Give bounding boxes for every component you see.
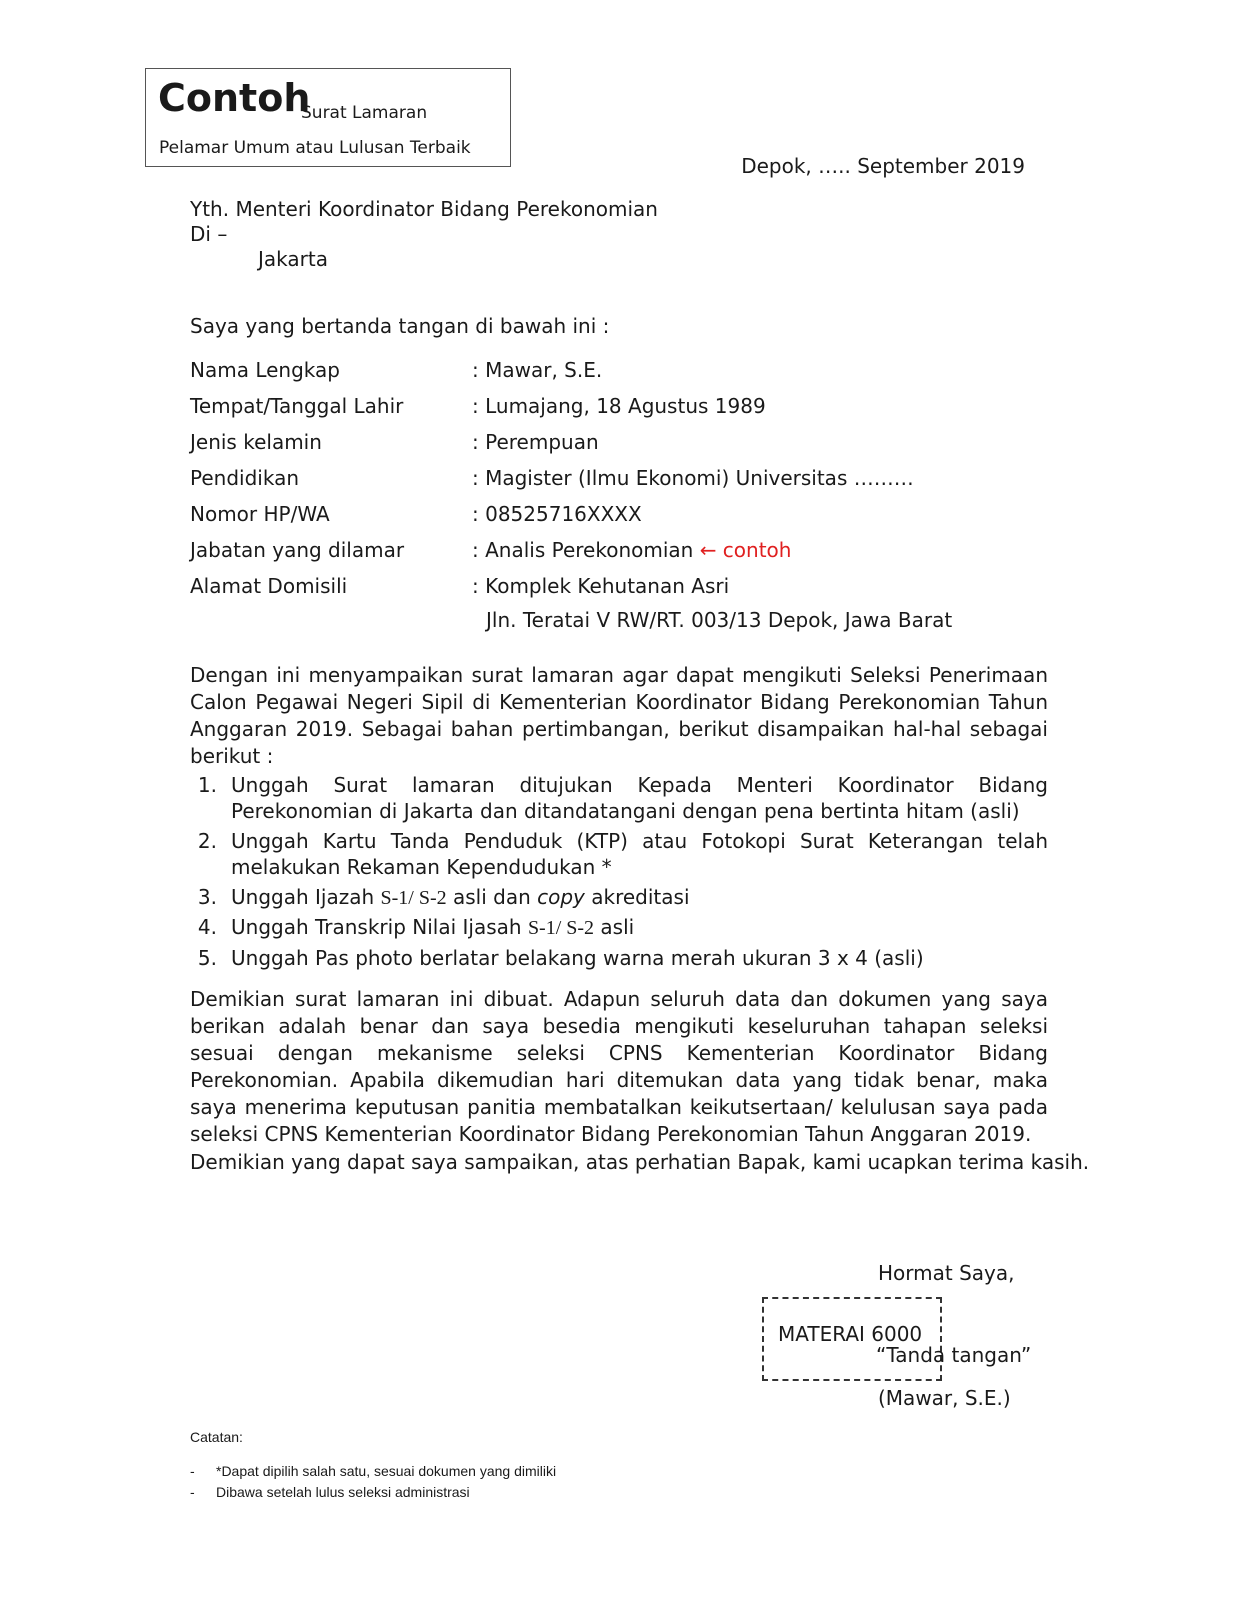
header-title: Contoh bbox=[158, 76, 311, 120]
list-item bbox=[195, 772, 1048, 824]
field-label: Tempat/Tanggal Lahir bbox=[190, 394, 404, 418]
header-box bbox=[145, 68, 511, 167]
list-text-part: Unggah Transkrip Nilai Ijasah bbox=[231, 915, 522, 939]
signature-placeholder: “Tanda tangan” bbox=[876, 1343, 1032, 1367]
list-text-part: akreditasi bbox=[591, 885, 690, 909]
list-item bbox=[195, 945, 1048, 971]
list-text-part: Unggah Ijazah bbox=[231, 885, 375, 909]
field-value: : 08525716XXXX bbox=[472, 502, 642, 526]
note-dash: - bbox=[190, 1463, 195, 1479]
address-line2: Jln. Teratai V RW/RT. 003/13 Depok, Jawa Barat bbox=[486, 608, 953, 632]
recipient-line2: Di – bbox=[190, 222, 228, 246]
list-text-part: asli bbox=[600, 915, 635, 939]
list-text bbox=[231, 914, 1048, 941]
list-text: Unggah Surat lamaran ditujukan Kepada Menteri Koordinator Bidang Perekonomian di Jakarta dan ditandatangani dengan pena bertinta hitam (asli) bbox=[231, 773, 1048, 823]
list-text-part: asli dan bbox=[452, 885, 531, 909]
list-number: 1. bbox=[197, 773, 217, 797]
example-note: ← contoh bbox=[699, 538, 792, 562]
body-paragraph-1: Dengan ini menyampaikan surat lamaran agar dapat mengikuti Seleksi Penerimaan Calon Pegawai Negeri Sipil di Kementerian Koordinator Bidang Perekonomian Tahun Anggaran 2019. Sebagai bahan pertimbangan, berikut disampaikan hal-hal sebagai berikut : bbox=[190, 663, 1048, 768]
list-text: Unggah Pas photo berlatar belakang warna merah ukuran 3 x 4 (asli) bbox=[231, 946, 924, 970]
field-label: Jenis kelamin bbox=[190, 430, 322, 454]
degree-text: S-1/ S-2 bbox=[380, 887, 447, 909]
recipient-city: Jakarta bbox=[258, 247, 328, 271]
intro-text: Saya yang bertanda tangan di bawah ini : bbox=[190, 314, 610, 338]
signer-name: (Mawar, S.E.) bbox=[878, 1386, 1011, 1410]
note-dash: - bbox=[190, 1484, 195, 1500]
list-number: 5. bbox=[197, 946, 217, 970]
note-text: *Dapat dipilih salah satu, sesuai dokumen yang dimiliki bbox=[216, 1463, 557, 1479]
body-paragraph-3: Demikian yang dapat saya sampaikan, atas perhatian Bapak, kami ucapkan terima kasih. bbox=[190, 1150, 1090, 1174]
list-number: 3. bbox=[197, 885, 217, 909]
closing-salutation: Hormat Saya, bbox=[878, 1261, 1015, 1285]
list-text bbox=[231, 884, 1048, 911]
field-value: : Analis Perekonomian bbox=[472, 538, 694, 562]
field-value: : Perempuan bbox=[472, 430, 599, 454]
list-item bbox=[195, 884, 1048, 911]
field-value: : Mawar, S.E. bbox=[472, 358, 603, 382]
degree-text: S-1/ S-2 bbox=[527, 917, 595, 939]
field-value-with-note bbox=[472, 538, 791, 562]
field-label: Pendidikan bbox=[190, 466, 299, 490]
list-item bbox=[195, 914, 1048, 941]
recipient-line1: Yth. Menteri Koordinator Bidang Perekonomian bbox=[190, 197, 658, 221]
field-value: : Lumajang, 18 Agustus 1989 bbox=[472, 394, 766, 418]
list-number: 2. bbox=[197, 829, 217, 853]
list-item bbox=[195, 828, 1048, 880]
notes-title: Catatan: bbox=[190, 1429, 243, 1445]
list-text: Unggah Kartu Tanda Penduduk (KTP) atau Fotokopi Surat Keterangan telah melakukan Rekaman Kependudukan * bbox=[231, 829, 1048, 879]
field-value: : Komplek Kehutanan Asri bbox=[472, 574, 730, 598]
body-paragraph-2: Demikian surat lamaran ini dibuat. Adapun seluruh data dan dokumen yang saya berikan adalah benar dan saya besedia mengikuti keseluruhan tahapan seleksi sesuai dengan mekanisme seleksi CPNS Kementerian Koordinator Bidang Perekonomian. Apabila dikemudian hari ditemukan data yang tidak benar, maka saya menerima keputusan panitia membatalkan keikutsertaan/ kelulusan saya pada seleksi CPNS Kementerian Koordinator Bidang Perekonomian Tahun Anggaran 2019. bbox=[190, 987, 1048, 1146]
list-number: 4. bbox=[197, 915, 217, 939]
header-line2: Pelamar Umum atau Lulusan Terbaik bbox=[159, 138, 471, 158]
header-subtitle: Surat Lamaran bbox=[301, 103, 428, 123]
field-label: Jabatan yang dilamar bbox=[190, 538, 405, 562]
field-value: : Magister (Ilmu Ekonomi) Universitas ……… bbox=[472, 466, 914, 490]
italic-text: copy bbox=[537, 885, 585, 909]
field-label: Nomor HP/WA bbox=[190, 502, 330, 526]
field-label: Nama Lengkap bbox=[190, 358, 340, 382]
letter-date: Depok, ….. September 2019 bbox=[741, 154, 1025, 178]
note-text: Dibawa setelah lulus seleksi administrasi bbox=[216, 1484, 470, 1500]
field-label: Alamat Domisili bbox=[190, 574, 348, 598]
materai-label: MATERAI 6000 bbox=[778, 1322, 923, 1346]
